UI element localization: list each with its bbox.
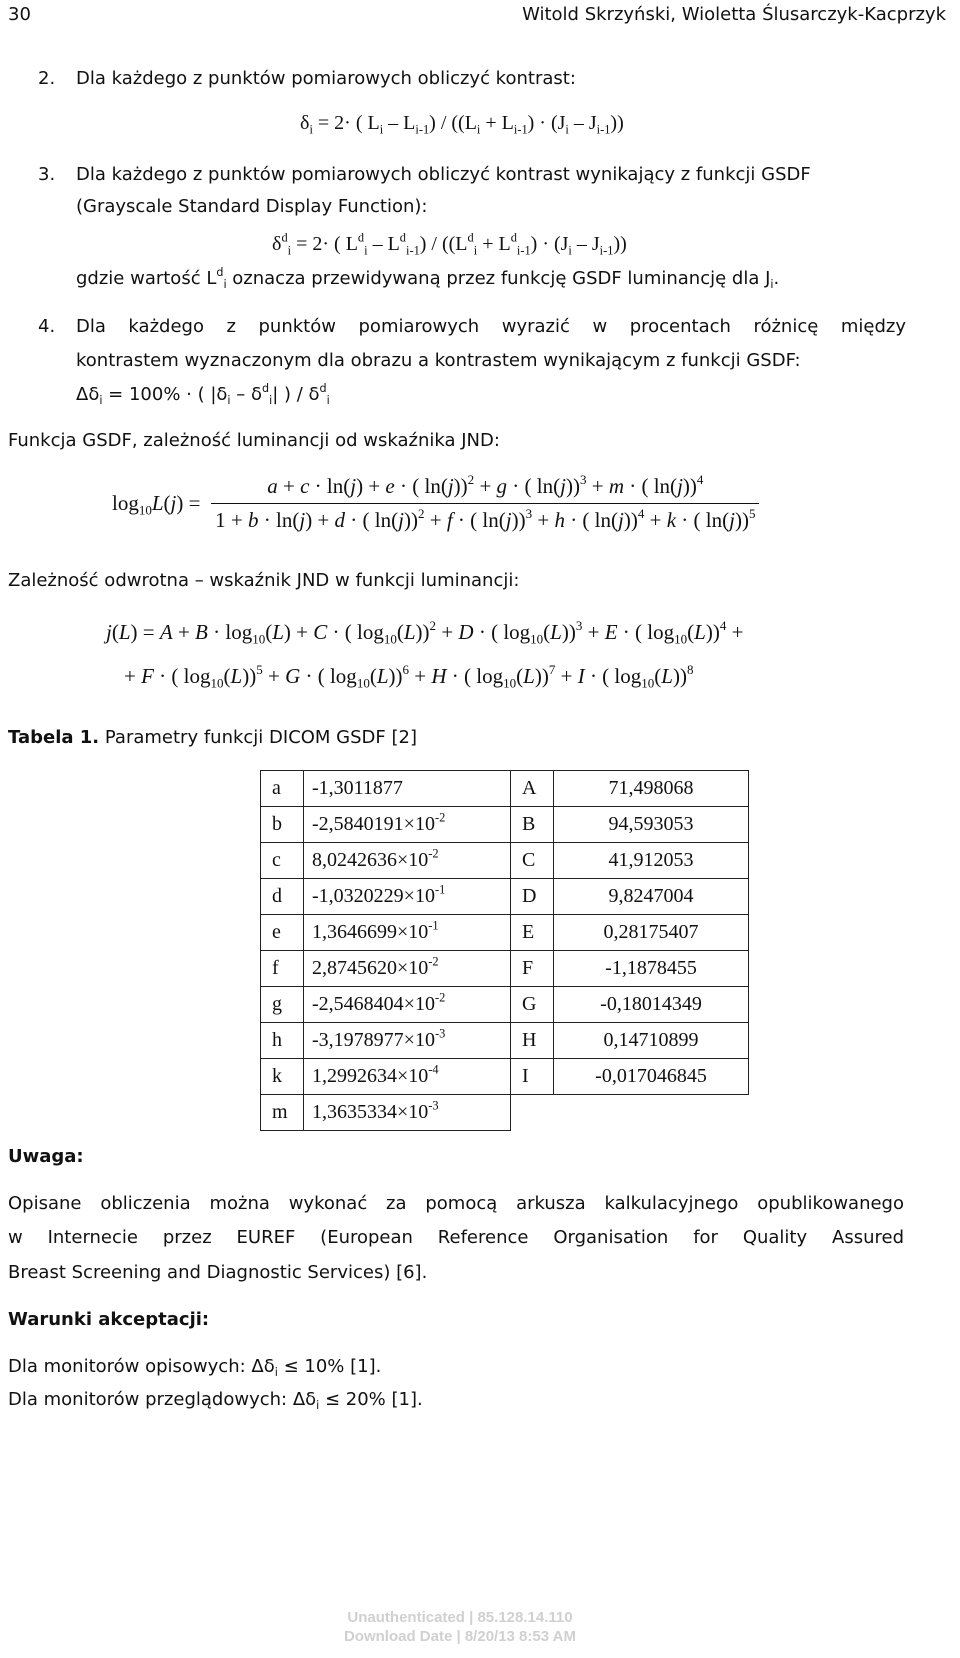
step-4-line-2: kontrastem wyznaczonym dla obrazu a kontrastem wynikającym z funkcji GSDF: bbox=[76, 350, 801, 371]
param-symbol: k bbox=[261, 1059, 304, 1095]
empty-cell bbox=[511, 1095, 749, 1131]
step-3-line-2: (Grayscale Standard Display Function): bbox=[76, 196, 428, 217]
step-3-number: 3. bbox=[38, 164, 56, 185]
step-3-line-1: Dla każdego z punktów pomiarowych obliczyć kontrast wynikający z funkcji GSDF bbox=[76, 164, 811, 185]
param-symbol: m bbox=[261, 1095, 304, 1131]
param-symbol: c bbox=[261, 843, 304, 879]
param-value-upper: 41,912053 bbox=[554, 843, 749, 879]
param-symbol-upper: A bbox=[511, 771, 554, 807]
inverse-formula-line-1: $j(L) = A + B \cdot \log_{10}(L) + C$ · ( $\log_{10}(L))^2 + D$ · ( $\log_{10}(L))^3 + E$ · ( $\log_{10}(L))^4$ + bbox=[106, 617, 744, 647]
table-caption: Tabela 1. Parametry funkcji DICOM GSDF [2] bbox=[8, 727, 417, 748]
note-line-2: w Internecie przez EUREF (European Reference Organisation for Quality Assured bbox=[8, 1227, 904, 1248]
delta-formula: $\Delta\delta_i = 100\%$ · ( $|\delta_i - \delta^d_i|$ ) / $\delta^d_i$ bbox=[76, 382, 330, 407]
table-row bbox=[261, 951, 749, 987]
page-number: 30 bbox=[8, 4, 31, 25]
watermark-line-2: Download Date | 8/20/13 8:53 AM bbox=[343, 1628, 577, 1645]
param-value: $1,2992634\times 10^{-4}$ bbox=[304, 1059, 511, 1095]
param-value: -1,3011877 bbox=[304, 771, 511, 807]
param-value-upper: -1,1878455 bbox=[554, 951, 749, 987]
table-row bbox=[261, 987, 749, 1023]
note-line-1: Opisane obliczenia można wykonać za pomocą arkusza kalkulacyjnego opublikowanego bbox=[8, 1193, 904, 1214]
note-label: Uwaga: bbox=[8, 1146, 84, 1167]
acceptance-diagnostic: Dla monitorów opisowych: $\Delta\delta_i \le 10\%$ [1]. bbox=[8, 1356, 382, 1379]
table-row bbox=[261, 771, 749, 807]
step-4-number: 4. bbox=[38, 316, 56, 337]
param-symbol: d bbox=[261, 879, 304, 915]
parameters-table bbox=[260, 770, 749, 1131]
param-value: $-2,5840191\times 10^{-2}$ bbox=[304, 807, 511, 843]
param-value: $-2,5468404\times 10^{-2}$ bbox=[304, 987, 511, 1023]
param-symbol-upper: H bbox=[511, 1023, 554, 1059]
table-row bbox=[261, 807, 749, 843]
table-row bbox=[261, 843, 749, 879]
param-symbol-upper: E bbox=[511, 915, 554, 951]
param-symbol-upper: G bbox=[511, 987, 554, 1023]
param-value-upper: 94,593053 bbox=[554, 807, 749, 843]
param-symbol: g bbox=[261, 987, 304, 1023]
inverse-formula-line-2: + F · ( $\log_{10}(L))^5 + G$ · ( $\log_{10}(L))^6 + H$ · ( $\log_{10}(L))^7 + I$ · ( $\log_{10}(L))^8$ bbox=[124, 661, 694, 691]
table-row bbox=[261, 1023, 749, 1059]
param-symbol-upper: B bbox=[511, 807, 554, 843]
param-value: $8,0242636\times 10^{-2}$ bbox=[304, 843, 511, 879]
note-line-3: Breast Screening and Diagnostic Services) [6]. bbox=[8, 1262, 428, 1283]
param-value-upper: 0,28175407 bbox=[554, 915, 749, 951]
param-symbol: h bbox=[261, 1023, 304, 1059]
param-symbol-upper: I bbox=[511, 1059, 554, 1095]
step-3-where: gdzie wartość $L^d_i$ oznacza przewidywaną przez funkcję GSDF luminancję dla $J_i$. bbox=[76, 266, 780, 291]
acceptance-review: Dla monitorów przeglądowych: $\Delta\delta_i \le 20\%$ [1]. bbox=[8, 1389, 423, 1412]
param-symbol-upper: F bbox=[511, 951, 554, 987]
step-4-line-1: Dla każdego z punktów pomiarowych wyrazić w procentach różnicę między bbox=[76, 316, 906, 337]
gsdf-label: Funkcja GSDF, zależność luminancji od wskaźnika JND: bbox=[8, 430, 500, 451]
param-value: $-1,0320229\times 10^{-1}$ bbox=[304, 879, 511, 915]
contrast-formula: $\delta_i = 2\cdot$ ( $L_i - L_{i-1}) / ((L_i + L_{i-1}) \cdot (J_i - J_{i-1}))$ bbox=[300, 112, 624, 137]
param-symbol: b bbox=[261, 807, 304, 843]
inverse-label: Zależność odwrotna – wskaźnik JND w funkcji luminancji: bbox=[8, 570, 520, 591]
gsdf-contrast-formula: $\delta^d_i = 2\cdot$ ( $L^d_i - L^d_{i-1}) / ((L^d_i + L^d_{i-1}) \cdot (J_i - J_{i-1}))$ bbox=[272, 230, 627, 258]
acceptance-title: Warunki akceptacji: bbox=[8, 1309, 210, 1330]
table-row bbox=[261, 915, 749, 951]
param-symbol: a bbox=[261, 771, 304, 807]
param-value-upper: -0,18014349 bbox=[554, 987, 749, 1023]
step-2-text: Dla każdego z punktów pomiarowych obliczyć kontrast: bbox=[76, 68, 576, 89]
param-value-upper: 9,8247004 bbox=[554, 879, 749, 915]
param-symbol: e bbox=[261, 915, 304, 951]
param-symbol-upper: D bbox=[511, 879, 554, 915]
table-row bbox=[261, 1059, 749, 1095]
param-symbol-upper: C bbox=[511, 843, 554, 879]
param-value-upper: 0,14710899 bbox=[554, 1023, 749, 1059]
step-2-number: 2. bbox=[38, 68, 56, 89]
table-row bbox=[261, 879, 749, 915]
param-value: $-3,1978977\times 10^{-3}$ bbox=[304, 1023, 511, 1059]
watermark-line-1: Unauthenticated | 85.128.14.110 bbox=[347, 1609, 573, 1626]
param-value: $1,3646699\times 10^{-1}$ bbox=[304, 915, 511, 951]
gsdf-formula: $\log_{10}L(j)$ = a + c · ln(j) + e · ( ln(j))$^2$ + g · ( ln(j))$^3$ + m · ( ln(j))$^4$ 1 + b · ln(j) + d · ( ln(j))$^2$ + f · ( ln(j))$^3$ + h · ( ln(j))$^4$ + k · ( ln(j))$^5$ bbox=[112, 474, 759, 533]
table-row bbox=[261, 1095, 749, 1131]
param-value: $2,8745620\times 10^{-2}$ bbox=[304, 951, 511, 987]
param-symbol: f bbox=[261, 951, 304, 987]
param-value-upper: -0,017046845 bbox=[554, 1059, 749, 1095]
running-header: Witold Skrzyński, Wioletta Ślusarczyk-Kacprzyk bbox=[522, 4, 946, 25]
param-value-upper: 71,498068 bbox=[554, 771, 749, 807]
param-value: $1,3635334\times 10^{-3}$ bbox=[304, 1095, 511, 1131]
